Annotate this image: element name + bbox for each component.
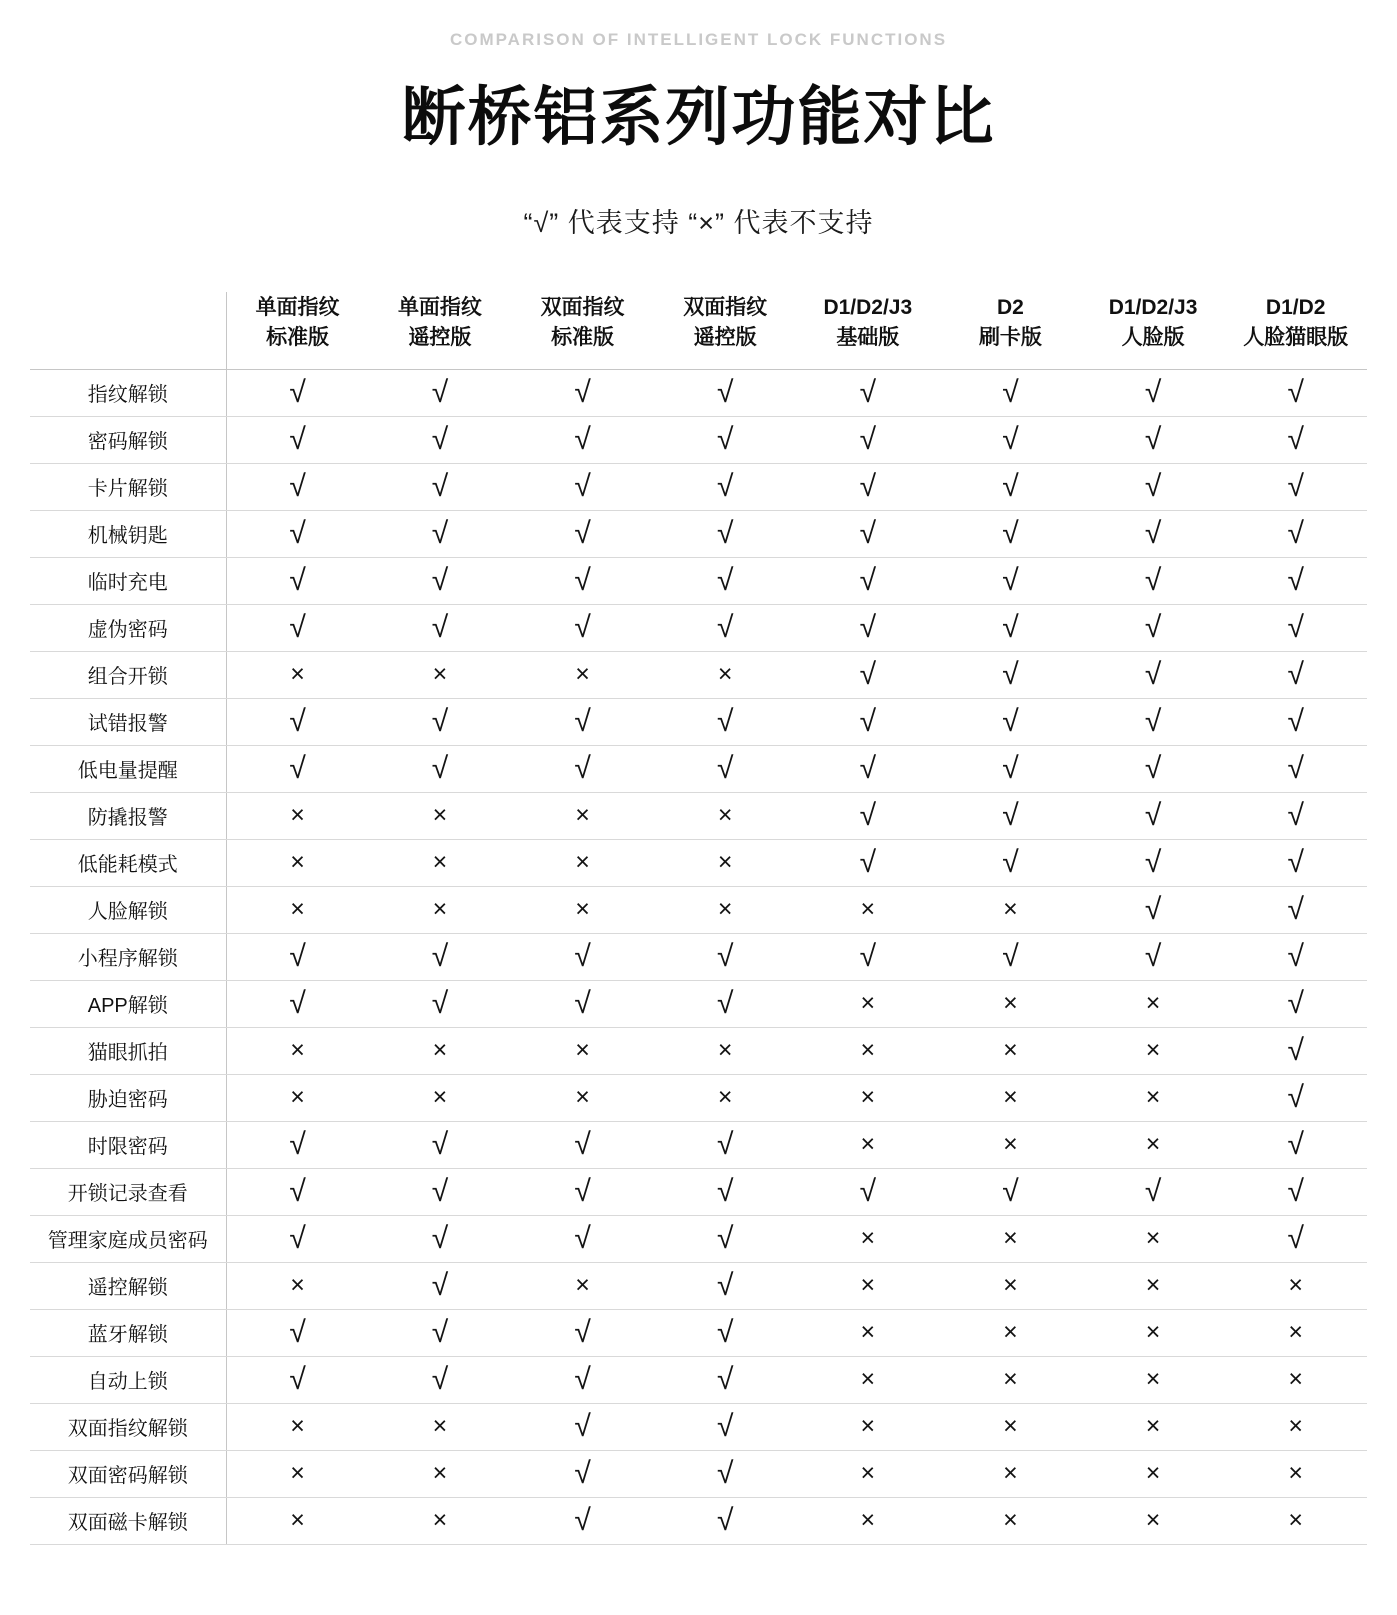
table-row (30, 933, 1367, 980)
cross-mark: × (1082, 1027, 1225, 1074)
row-label: 临时充电 (30, 557, 226, 604)
check-mark: √ (511, 1356, 654, 1403)
check-mark: √ (1082, 886, 1225, 933)
column-header (511, 292, 654, 369)
check-mark: √ (939, 369, 1082, 416)
table-body (30, 369, 1367, 1544)
check-mark: √ (939, 1168, 1082, 1215)
cross-mark: × (797, 1497, 940, 1544)
cross-mark: × (939, 1403, 1082, 1450)
table-row (30, 980, 1367, 1027)
cross-mark: × (226, 839, 369, 886)
table-row (30, 886, 1367, 933)
table-row (30, 839, 1367, 886)
cross-mark: × (797, 1356, 940, 1403)
check-mark: √ (939, 604, 1082, 651)
table-row (30, 745, 1367, 792)
cross-mark: × (226, 1450, 369, 1497)
table-row (30, 1356, 1367, 1403)
check-mark: √ (511, 698, 654, 745)
cross-mark: × (1224, 1309, 1367, 1356)
check-mark: √ (1224, 886, 1367, 933)
check-mark: √ (797, 792, 940, 839)
check-mark: √ (1224, 698, 1367, 745)
table-row (30, 510, 1367, 557)
check-mark: √ (939, 792, 1082, 839)
check-mark: √ (1082, 416, 1225, 463)
table-row (30, 1027, 1367, 1074)
column-header-line1: 单面指纹 (397, 295, 482, 319)
row-label: 胁迫密码 (30, 1074, 226, 1121)
cross-mark: × (511, 1027, 654, 1074)
check-mark: √ (226, 980, 369, 1027)
table-row (30, 1074, 1367, 1121)
check-mark: √ (226, 1215, 369, 1262)
row-label: 管理家庭成员密码 (30, 1215, 226, 1262)
column-header (1224, 292, 1367, 369)
cross-mark: × (939, 1121, 1082, 1168)
check-mark: √ (654, 463, 797, 510)
check-mark: √ (226, 698, 369, 745)
check-mark: √ (1082, 463, 1225, 510)
row-label: 遥控解锁 (30, 1262, 226, 1309)
check-mark: √ (1082, 933, 1225, 980)
check-mark: √ (1224, 463, 1367, 510)
cross-mark: × (1082, 1403, 1225, 1450)
check-mark: √ (226, 1309, 369, 1356)
check-mark: √ (226, 745, 369, 792)
cross-mark: × (226, 651, 369, 698)
check-mark: √ (226, 1168, 369, 1215)
check-mark: √ (226, 1121, 369, 1168)
check-mark: √ (1224, 1121, 1367, 1168)
check-mark: √ (511, 557, 654, 604)
check-mark: √ (226, 369, 369, 416)
check-mark: √ (1224, 1168, 1367, 1215)
check-mark: √ (369, 698, 512, 745)
check-mark: √ (939, 698, 1082, 745)
cross-mark: × (1082, 980, 1225, 1027)
check-mark: √ (654, 1450, 797, 1497)
check-mark: √ (654, 933, 797, 980)
table-row (30, 1403, 1367, 1450)
check-mark: √ (654, 1168, 797, 1215)
cross-mark: × (939, 1309, 1082, 1356)
check-mark: √ (511, 604, 654, 651)
check-mark: √ (797, 933, 940, 980)
check-mark: √ (511, 745, 654, 792)
eyebrow-text: COMPARISON OF INTELLIGENT LOCK FUNCTIONS (449, 30, 948, 49)
cross-mark: × (939, 1356, 1082, 1403)
cross-mark: × (797, 1262, 940, 1309)
row-label: 蓝牙解锁 (30, 1309, 226, 1356)
check-mark: √ (939, 933, 1082, 980)
cross-mark: × (797, 1027, 940, 1074)
check-mark: √ (511, 1403, 654, 1450)
column-header-line1: 单面指纹 (255, 295, 340, 319)
table-row (30, 369, 1367, 416)
check-mark: √ (797, 369, 940, 416)
column-header-line2: 刷卡版 (978, 326, 1042, 350)
cross-mark: × (226, 1497, 369, 1544)
check-mark: √ (1224, 1027, 1367, 1074)
table-row (30, 1497, 1367, 1544)
check-mark: √ (369, 933, 512, 980)
check-mark: √ (511, 416, 654, 463)
cross-mark: × (226, 1262, 369, 1309)
cross-mark: × (939, 1027, 1082, 1074)
check-mark: √ (511, 369, 654, 416)
check-mark: √ (939, 510, 1082, 557)
check-mark: √ (369, 369, 512, 416)
row-label: 指纹解锁 (30, 369, 226, 416)
check-mark: √ (654, 1309, 797, 1356)
table-corner (30, 292, 226, 369)
check-mark: √ (1082, 510, 1225, 557)
check-mark: √ (939, 839, 1082, 886)
page-title: 断桥铝系列功能对比 (401, 81, 996, 153)
check-mark: √ (797, 463, 940, 510)
cross-mark: × (369, 1450, 512, 1497)
check-mark: √ (511, 1450, 654, 1497)
cross-mark: × (511, 651, 654, 698)
check-mark: √ (226, 557, 369, 604)
check-mark: √ (1224, 933, 1367, 980)
check-mark: √ (369, 557, 512, 604)
check-mark: √ (1082, 557, 1225, 604)
cross-mark: × (369, 1497, 512, 1544)
check-mark: √ (511, 933, 654, 980)
check-mark: √ (1224, 557, 1367, 604)
row-label: 低能耗模式 (30, 839, 226, 886)
check-mark: √ (939, 463, 1082, 510)
check-mark: √ (226, 463, 369, 510)
check-mark: √ (797, 745, 940, 792)
check-mark: √ (654, 557, 797, 604)
cross-mark: × (1082, 1121, 1225, 1168)
check-mark: √ (1224, 839, 1367, 886)
cross-mark: × (1082, 1074, 1225, 1121)
table-row (30, 1168, 1367, 1215)
cross-mark: × (226, 792, 369, 839)
column-header-line1: 双面指纹 (540, 295, 625, 319)
check-mark: √ (369, 1121, 512, 1168)
comparison-table (30, 292, 1367, 1545)
row-label: 卡片解锁 (30, 463, 226, 510)
check-mark: √ (369, 1168, 512, 1215)
cross-mark: × (797, 1074, 940, 1121)
check-mark: √ (654, 1497, 797, 1544)
cross-mark: × (797, 1215, 940, 1262)
check-mark: √ (369, 604, 512, 651)
check-mark: √ (1224, 792, 1367, 839)
check-mark: √ (797, 510, 940, 557)
cross-mark: × (511, 886, 654, 933)
column-header (1082, 292, 1225, 369)
check-mark: √ (654, 698, 797, 745)
check-mark: √ (654, 1215, 797, 1262)
column-header-line2: 标准版 (551, 326, 615, 350)
check-mark: √ (369, 980, 512, 1027)
check-mark: √ (797, 698, 940, 745)
row-label: 双面密码解锁 (30, 1450, 226, 1497)
table-row (30, 651, 1367, 698)
check-mark: √ (654, 1403, 797, 1450)
column-header-line2: 基础版 (836, 326, 900, 350)
check-mark: √ (654, 1262, 797, 1309)
cross-mark: × (1224, 1262, 1367, 1309)
column-header-line1: D1/D2/J3 (1108, 295, 1198, 319)
check-mark: √ (511, 1168, 654, 1215)
row-label: 双面磁卡解锁 (30, 1497, 226, 1544)
cross-mark: × (1224, 1497, 1367, 1544)
check-mark: √ (369, 416, 512, 463)
header-row (30, 292, 1367, 369)
cross-mark: × (654, 886, 797, 933)
check-mark: √ (1224, 1074, 1367, 1121)
table-row (30, 416, 1367, 463)
check-mark: √ (654, 1121, 797, 1168)
column-header-line1: D1/D2 (1265, 295, 1326, 319)
cross-mark: × (369, 1403, 512, 1450)
check-mark: √ (1082, 1168, 1225, 1215)
column-header-line1: D2 (997, 295, 1024, 319)
cross-mark: × (939, 1497, 1082, 1544)
cross-mark: × (1082, 1356, 1225, 1403)
check-mark: √ (1224, 369, 1367, 416)
check-mark: √ (654, 745, 797, 792)
check-mark: √ (1082, 604, 1225, 651)
check-mark: √ (1082, 792, 1225, 839)
cross-mark: × (797, 980, 940, 1027)
cross-mark: × (1224, 1356, 1367, 1403)
check-mark: √ (511, 980, 654, 1027)
row-label: 试错报警 (30, 698, 226, 745)
table-row (30, 1215, 1367, 1262)
table-row (30, 1262, 1367, 1309)
table-row (30, 463, 1367, 510)
check-mark: √ (369, 463, 512, 510)
check-mark: √ (797, 1168, 940, 1215)
check-mark: √ (369, 1309, 512, 1356)
cross-mark: × (369, 1027, 512, 1074)
cross-mark: × (797, 1403, 940, 1450)
row-label: 组合开锁 (30, 651, 226, 698)
check-mark: √ (654, 416, 797, 463)
cross-mark: × (511, 1074, 654, 1121)
check-mark: √ (654, 604, 797, 651)
check-mark: √ (511, 1215, 654, 1262)
cross-mark: × (511, 1262, 654, 1309)
check-mark: √ (1224, 416, 1367, 463)
check-mark: √ (1224, 604, 1367, 651)
row-label: 猫眼抓拍 (30, 1027, 226, 1074)
column-header-line1: 双面指纹 (683, 295, 768, 319)
check-mark: √ (939, 416, 1082, 463)
column-header (369, 292, 512, 369)
cross-mark: × (654, 651, 797, 698)
column-header-line2: 人脸版 (1121, 326, 1185, 350)
row-label: 密码解锁 (30, 416, 226, 463)
column-header (939, 292, 1082, 369)
check-mark: √ (226, 933, 369, 980)
check-mark: √ (226, 604, 369, 651)
check-mark: √ (1082, 698, 1225, 745)
cross-mark: × (511, 839, 654, 886)
row-label: 自动上锁 (30, 1356, 226, 1403)
check-mark: √ (369, 1356, 512, 1403)
check-mark: √ (797, 557, 940, 604)
check-mark: √ (939, 745, 1082, 792)
row-label: 虚伪密码 (30, 604, 226, 651)
check-mark: √ (1082, 745, 1225, 792)
column-header-line2: 遥控版 (693, 326, 757, 350)
column-header-line2: 标准版 (266, 326, 330, 350)
check-mark: √ (511, 1121, 654, 1168)
cross-mark: × (797, 1121, 940, 1168)
cross-mark: × (1082, 1450, 1225, 1497)
cross-mark: × (226, 1403, 369, 1450)
cross-mark: × (939, 1450, 1082, 1497)
check-mark: √ (939, 651, 1082, 698)
cross-mark: × (654, 1074, 797, 1121)
check-mark: √ (511, 1309, 654, 1356)
cross-mark: × (939, 980, 1082, 1027)
check-mark: √ (226, 1356, 369, 1403)
cross-mark: × (654, 1027, 797, 1074)
check-mark: √ (654, 1356, 797, 1403)
cross-mark: × (226, 1027, 369, 1074)
column-header-line1: D1/D2/J3 (823, 295, 913, 319)
table-row (30, 1309, 1367, 1356)
table-row (30, 604, 1367, 651)
column-header (654, 292, 797, 369)
check-mark: √ (511, 1497, 654, 1544)
row-label: 低电量提醒 (30, 745, 226, 792)
table-header (30, 292, 1367, 369)
table-row (30, 1450, 1367, 1497)
cross-mark: × (1224, 1403, 1367, 1450)
cross-mark: × (226, 1074, 369, 1121)
column-header-line2: 遥控版 (408, 326, 472, 350)
check-mark: √ (369, 510, 512, 557)
check-mark: √ (1224, 510, 1367, 557)
cross-mark: × (369, 1074, 512, 1121)
row-label: APP解锁 (30, 980, 226, 1027)
cross-mark: × (654, 839, 797, 886)
cross-mark: × (1082, 1309, 1225, 1356)
check-mark: √ (369, 745, 512, 792)
row-label: 开锁记录查看 (30, 1168, 226, 1215)
column-header (226, 292, 369, 369)
cross-mark: × (939, 1074, 1082, 1121)
check-mark: √ (1224, 745, 1367, 792)
row-label: 时限密码 (30, 1121, 226, 1168)
cross-mark: × (511, 792, 654, 839)
check-mark: √ (369, 1215, 512, 1262)
table-row (30, 698, 1367, 745)
check-mark: √ (1082, 651, 1225, 698)
check-mark: √ (1082, 839, 1225, 886)
row-label: 双面指纹解锁 (30, 1403, 226, 1450)
cross-mark: × (369, 886, 512, 933)
table-row (30, 792, 1367, 839)
cross-mark: × (369, 651, 512, 698)
cross-mark: × (1082, 1215, 1225, 1262)
table-row (30, 557, 1367, 604)
check-mark: √ (511, 463, 654, 510)
cross-mark: × (1224, 1450, 1367, 1497)
cross-mark: × (1082, 1262, 1225, 1309)
cross-mark: × (369, 839, 512, 886)
column-header (797, 292, 940, 369)
legend-subtitle: “√” 代表支持 “×” 代表不支持 (523, 207, 874, 238)
cross-mark: × (939, 1262, 1082, 1309)
check-mark: √ (797, 651, 940, 698)
check-mark: √ (1224, 980, 1367, 1027)
check-mark: √ (1224, 651, 1367, 698)
check-mark: √ (654, 980, 797, 1027)
check-mark: √ (654, 369, 797, 416)
check-mark: √ (369, 1262, 512, 1309)
cross-mark: × (797, 1309, 940, 1356)
cross-mark: × (939, 1215, 1082, 1262)
cross-mark: × (654, 792, 797, 839)
check-mark: √ (511, 510, 654, 557)
row-label: 人脸解锁 (30, 886, 226, 933)
check-mark: √ (1082, 369, 1225, 416)
cross-mark: × (797, 886, 940, 933)
row-label: 小程序解锁 (30, 933, 226, 980)
row-label: 机械钥匙 (30, 510, 226, 557)
table-row (30, 1121, 1367, 1168)
row-label: 防撬报警 (30, 792, 226, 839)
check-mark: √ (797, 416, 940, 463)
column-header-line2: 人脸猫眼版 (1243, 326, 1349, 350)
cross-mark: × (1082, 1497, 1225, 1544)
cross-mark: × (369, 792, 512, 839)
check-mark: √ (797, 839, 940, 886)
check-mark: √ (939, 557, 1082, 604)
cross-mark: × (797, 1450, 940, 1497)
check-mark: √ (1224, 1215, 1367, 1262)
check-mark: √ (226, 416, 369, 463)
cross-mark: × (939, 886, 1082, 933)
check-mark: √ (654, 510, 797, 557)
check-mark: √ (226, 510, 369, 557)
cross-mark: × (226, 886, 369, 933)
check-mark: √ (797, 604, 940, 651)
